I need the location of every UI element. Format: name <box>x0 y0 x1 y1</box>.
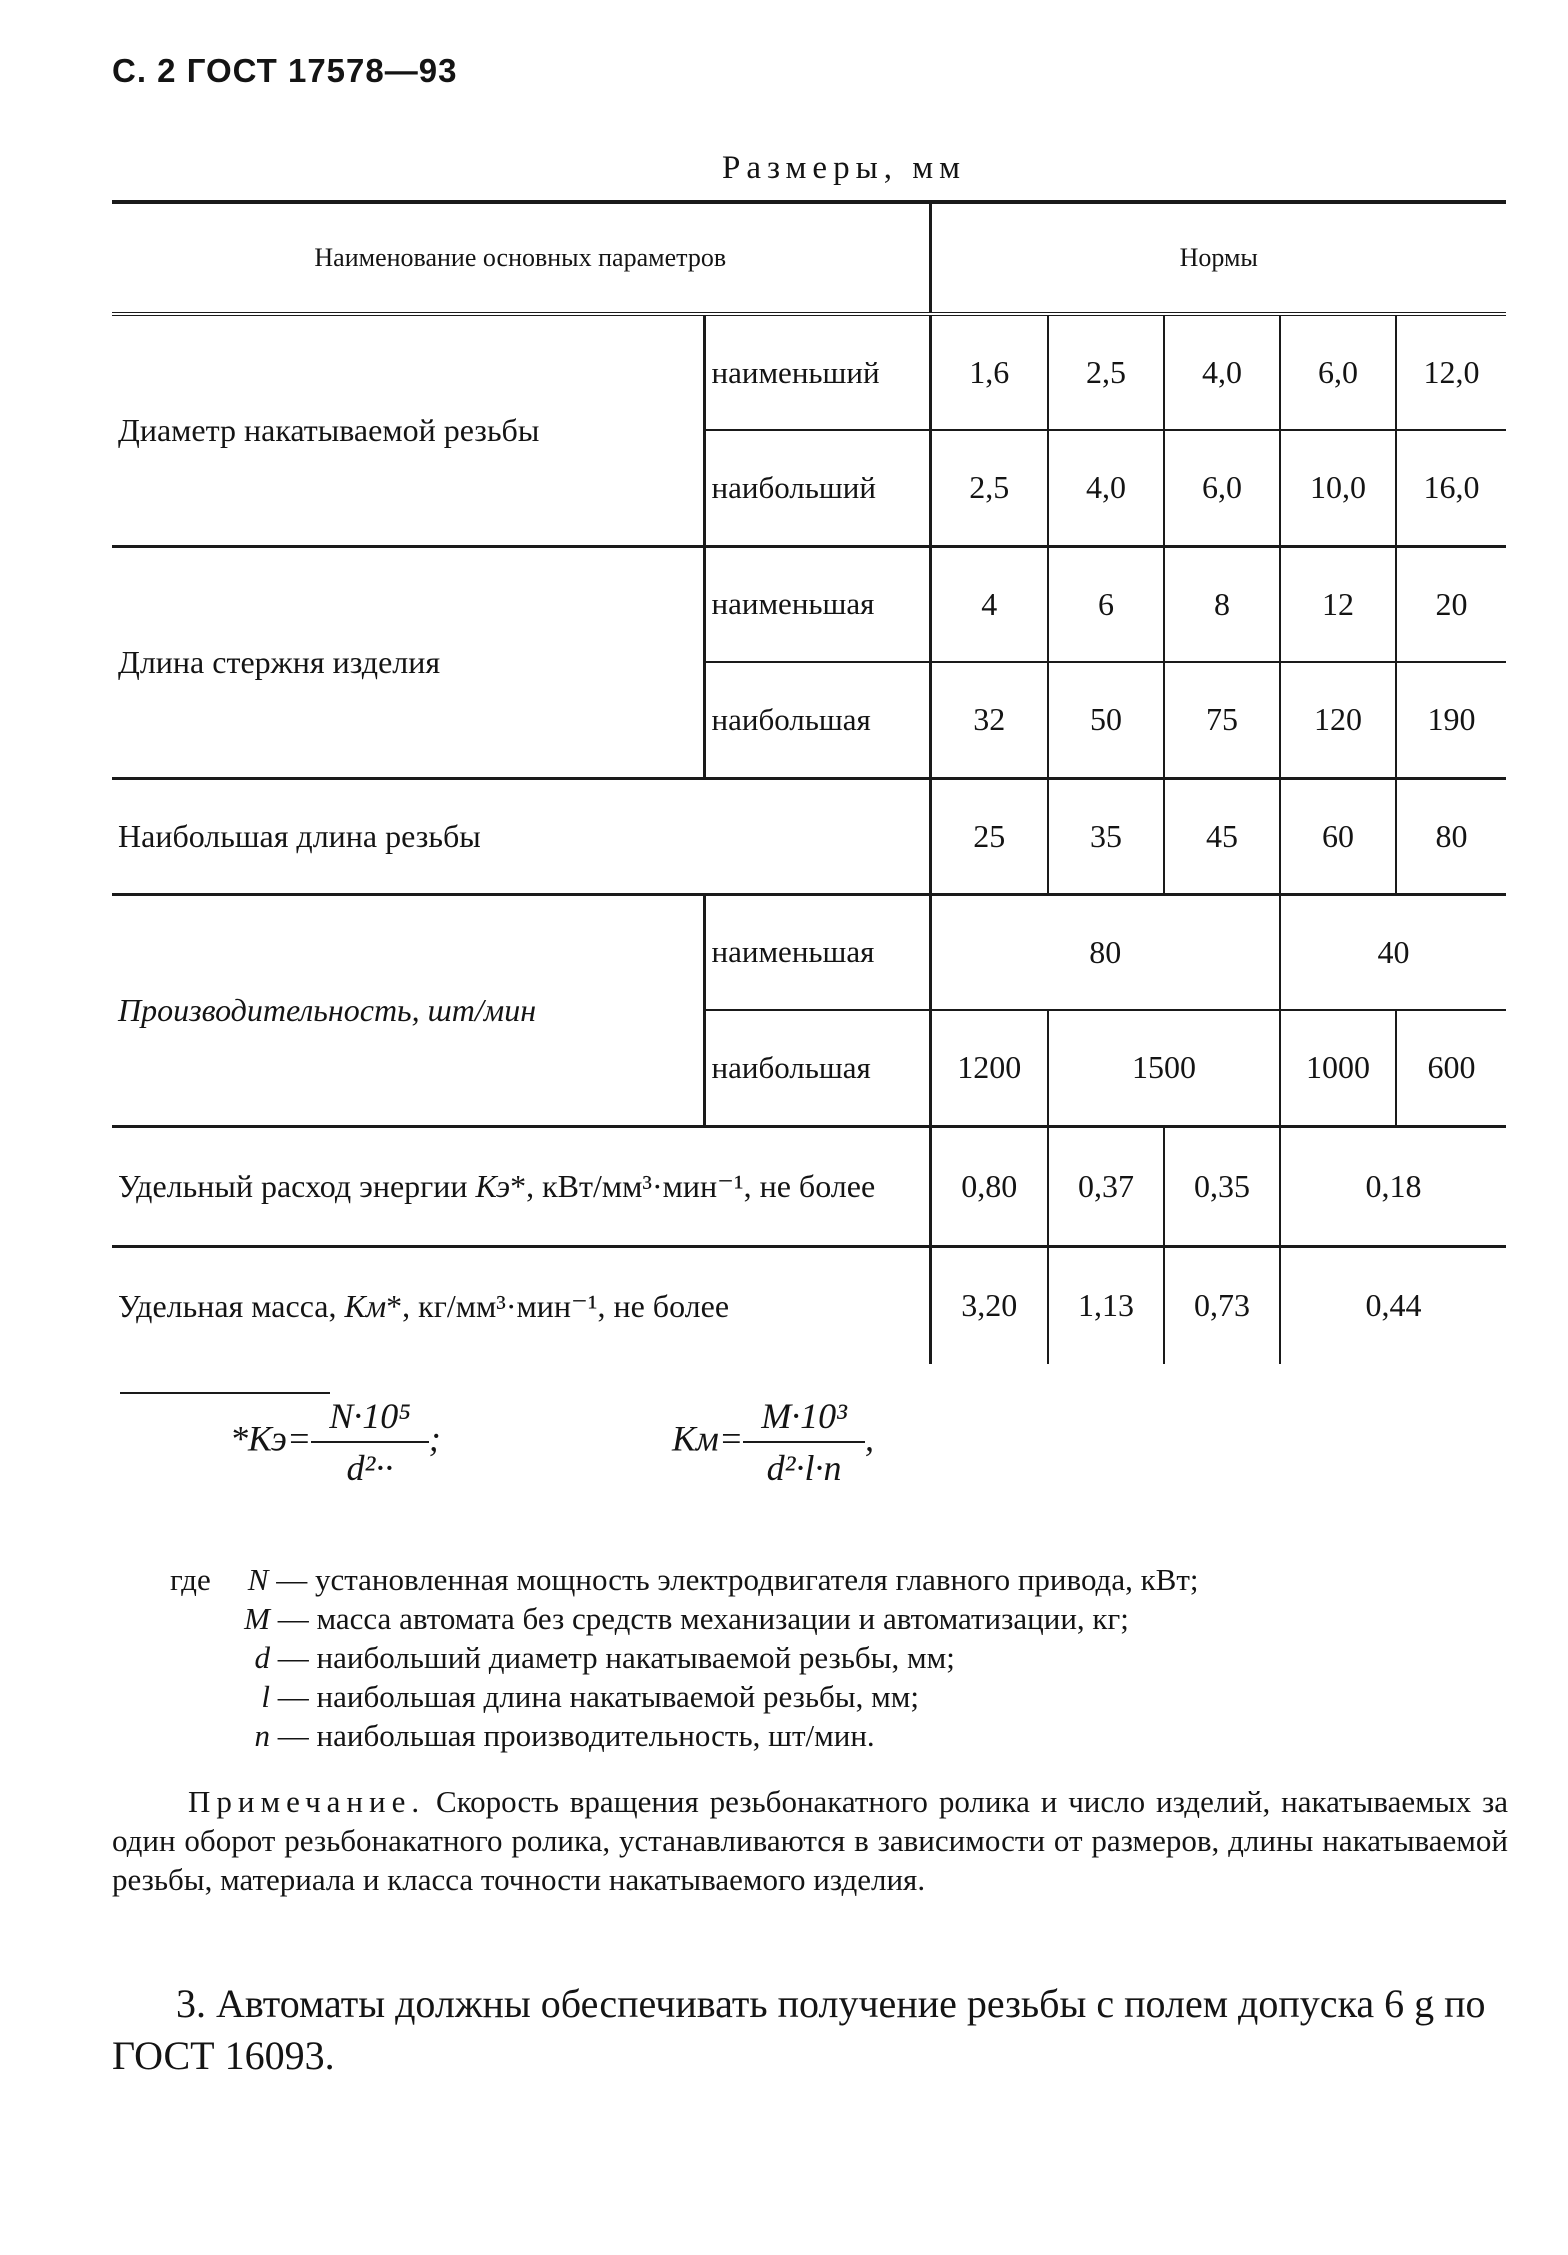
symbol-legend <box>170 1560 1198 1755</box>
legend-text: — установленная мощность электродвигателя главного привода, кВт; <box>268 1562 1199 1597</box>
legend-symbol: N <box>247 1562 269 1597</box>
table-cell: 10,0 <box>1280 430 1396 546</box>
clause-3: 3. Автоматы должны обеспечивать получение резьбы с полем допуска 6 g по ГОСТ 16093. <box>112 1981 1486 2078</box>
table-cell: 1,13 <box>1048 1246 1164 1364</box>
spec-table <box>112 200 1506 1364</box>
table-cell: 60 <box>1280 778 1396 894</box>
param-name-prefix: Удельная масса, <box>118 1287 345 1324</box>
table-header-row <box>112 202 1506 314</box>
table-cell: 25 <box>930 778 1048 894</box>
table-cell: 1,6 <box>930 314 1048 430</box>
sub-label: наибольшая <box>704 662 930 778</box>
table-cell: 80 <box>930 894 1280 1010</box>
formula-denominator: d²·l·n <box>766 1448 842 1488</box>
table-cell: 1200 <box>930 1010 1048 1126</box>
formula-fraction <box>743 1395 865 1489</box>
table-cell: 8 <box>1164 546 1280 662</box>
formula-denominator: d²·· <box>346 1448 394 1488</box>
formula-end: ; <box>428 1418 441 1459</box>
param-name-suffix: *, кг/мм³·мин⁻¹, не более <box>386 1287 730 1324</box>
table-cell: 1000 <box>1280 1010 1396 1126</box>
sub-label: наибольшая <box>704 1010 930 1126</box>
table-cell: 32 <box>930 662 1048 778</box>
table-cell: 40 <box>1280 894 1506 1010</box>
legend-text: — наибольшая производительность, шт/мин. <box>270 1718 875 1753</box>
footnote-rule <box>120 1392 330 1394</box>
formula-lhs: Км= <box>672 1418 744 1459</box>
table-cell: 6,0 <box>1280 314 1396 430</box>
table-caption: Размеры, мм <box>721 150 967 186</box>
formula-lhs: *Кэ= <box>230 1418 312 1459</box>
formula-km <box>672 1395 874 1489</box>
note-label: Примечание. <box>188 1784 426 1819</box>
legend-row <box>170 1716 1198 1755</box>
legend-symbol: M <box>244 1601 270 1636</box>
table-cell: 75 <box>1164 662 1280 778</box>
legend-row <box>170 1560 1198 1599</box>
table-cell: 2,5 <box>1048 314 1164 430</box>
table-cell: 6 <box>1048 546 1164 662</box>
sub-label: наименьший <box>704 314 930 430</box>
table-cell: 12 <box>1280 546 1396 662</box>
table-cell: 16,0 <box>1396 430 1506 546</box>
table-cell: 0,80 <box>930 1126 1048 1246</box>
table-cell: 0,44 <box>1280 1246 1506 1364</box>
legend-intro: где <box>170 1562 211 1597</box>
table-cell: 1500 <box>1048 1010 1280 1126</box>
legend-symbol: n <box>254 1718 270 1753</box>
table-cell: 35 <box>1048 778 1164 894</box>
table-row <box>112 1246 1506 1364</box>
note-text: Скорость вращения резьбонакатного ролика и число изделий, накатываемых за один оборот резьбонакатного ролика, устанавливаются в зависимости от размеров, длины накатываемой резьбы, материала и класса точности накатываемого изделия. <box>112 1784 1508 1897</box>
param-name <box>112 1126 930 1246</box>
header-norms: Нормы <box>930 202 1506 314</box>
table-cell: 4,0 <box>1048 430 1164 546</box>
table-row <box>112 778 1506 894</box>
note-paragraph <box>112 1782 1508 1899</box>
table-cell: 0,35 <box>1164 1126 1280 1246</box>
legend-text: — наибольший диаметр накатываемой резьбы, мм; <box>270 1640 955 1675</box>
table-cell: 190 <box>1396 662 1506 778</box>
table-row <box>112 1126 1506 1246</box>
sub-label: наименьшая <box>704 546 930 662</box>
table-cell: 20 <box>1396 546 1506 662</box>
table-cell: 120 <box>1280 662 1396 778</box>
table-cell: 80 <box>1396 778 1506 894</box>
param-symbol: Кэ <box>475 1168 511 1204</box>
param-name-suffix: *, кВт/мм³·мин⁻¹, не более <box>510 1168 876 1204</box>
table-cell: 45 <box>1164 778 1280 894</box>
table-cell: 0,18 <box>1280 1126 1506 1246</box>
legend-row <box>170 1599 1198 1638</box>
param-symbol: Км <box>344 1287 387 1324</box>
table-cell: 12,0 <box>1396 314 1506 430</box>
table-cell: 3,20 <box>961 1287 1018 1324</box>
param-name <box>112 1246 930 1364</box>
param-name: Диаметр накатываемой резьбы <box>112 314 704 546</box>
table-cell: 50 <box>1048 662 1164 778</box>
table-cell: 4,0 <box>1164 314 1280 430</box>
table-cell: 600 <box>1396 1010 1506 1126</box>
legend-row <box>170 1677 1198 1716</box>
header-param: Наименование основных параметров <box>112 202 930 314</box>
param-name: Наибольшая длина резьбы <box>112 778 930 894</box>
table-cell: 0,73 <box>1164 1246 1280 1364</box>
legend-row <box>170 1638 1198 1677</box>
table-cell: 0,37 <box>1048 1126 1164 1246</box>
table-cell: 6,0 <box>1164 430 1280 546</box>
table-row <box>112 314 1506 430</box>
legend-text: — масса автомата без средств механизации и автоматизации, кг; <box>270 1601 1129 1636</box>
legend-text: — наибольшая длина накатываемой резьбы, мм; <box>270 1679 919 1714</box>
table-row <box>112 894 1506 1010</box>
formula-numerator: N·10⁵ <box>311 1395 429 1443</box>
table-row <box>112 546 1506 662</box>
legend-symbol: d <box>254 1640 270 1675</box>
table-cell: 2,5 <box>930 430 1048 546</box>
param-name-prefix: Удельный расход энергии <box>118 1168 476 1204</box>
table-cell: 4 <box>930 546 1048 662</box>
formula-numerator: M·10³ <box>743 1395 865 1443</box>
formula-end: , <box>864 1418 874 1459</box>
page-header: С. 2 ГОСТ 17578—93 <box>112 52 458 89</box>
formula-fraction <box>311 1395 429 1489</box>
param-name: Производительность, шт/мин <box>112 894 704 1126</box>
formula-ke <box>230 1395 441 1489</box>
sub-label: наибольший <box>704 430 930 546</box>
param-name: Длина стержня изделия <box>112 546 704 778</box>
legend-symbol: l <box>261 1679 270 1714</box>
sub-label: наименьшая <box>704 894 930 1010</box>
